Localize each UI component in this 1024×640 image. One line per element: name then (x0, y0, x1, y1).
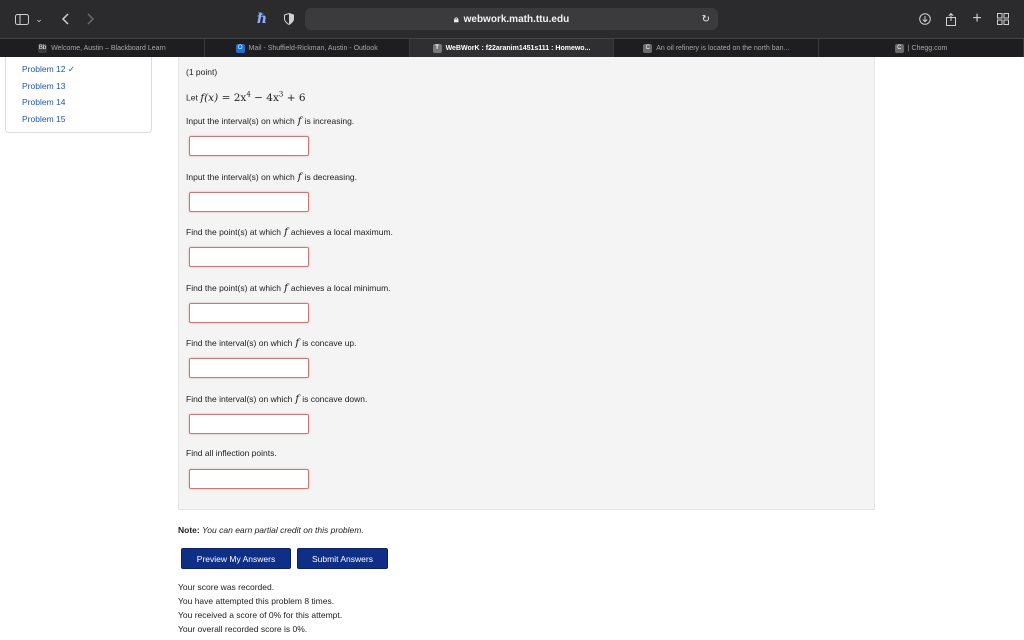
sidebar-problem-link[interactable]: Problem 14 (22, 97, 66, 107)
answer-input[interactable] (189, 469, 309, 489)
score-summary (178, 580, 342, 636)
function-symbol: f (295, 393, 300, 405)
func-term-3: 6 (298, 91, 306, 104)
function-symbol: f (297, 115, 302, 127)
function-symbol: f (297, 171, 302, 183)
extension-h-icon[interactable]: ℏ (256, 11, 268, 27)
tab-label: Mail - Shuffield-Rickman, Austin - Outlook (248, 44, 378, 52)
answer-input[interactable] (189, 414, 309, 434)
question-text (186, 171, 357, 183)
question-post: is increasing. (304, 116, 355, 126)
browser-toolbar (0, 0, 1024, 38)
question-text (186, 393, 367, 405)
question-post: is concave down. (302, 394, 368, 404)
tab-favicon-icon: C (643, 44, 652, 53)
browser-tab[interactable] (614, 39, 819, 57)
function-symbol: f (295, 337, 300, 349)
question-post: achieves a local maximum. (290, 227, 393, 237)
preview-answers-button[interactable]: Preview My Answers (181, 548, 291, 569)
tab-label: | Chegg.com (907, 44, 948, 52)
func-eq: = (221, 91, 231, 104)
tab-label: Welcome, Austin – Blackboard Learn (51, 44, 166, 52)
question-text (186, 115, 354, 127)
function-symbol: f (283, 282, 288, 294)
question-text (186, 448, 277, 458)
tab-favicon-icon: C (895, 44, 904, 53)
question-text (186, 282, 391, 294)
reload-icon[interactable]: ↻ (701, 13, 710, 25)
browser-tab[interactable] (0, 39, 205, 57)
share-icon[interactable] (944, 10, 958, 28)
answer-input[interactable] (189, 136, 309, 156)
func-op-1: − (254, 91, 263, 104)
let-text: Let (186, 92, 198, 103)
func-lhs: f(x) (200, 91, 219, 104)
score-line-attempt-score: You received a score of 0% for this attempt. (178, 610, 343, 620)
answer-input[interactable] (189, 247, 309, 267)
url-text: webwork.math.ttu.edu (463, 13, 570, 25)
tab-favicon-icon: T (433, 44, 442, 53)
function-expression (200, 92, 305, 104)
question-post: achieves a local minimum. (290, 283, 391, 293)
sidebar-problem-link[interactable]: Problem 12 ✓ (22, 64, 75, 74)
func-term-2: 4x (266, 91, 279, 104)
tab-overview-icon[interactable] (996, 10, 1010, 28)
question-pre: Find the point(s) at which (186, 227, 281, 237)
tab-bar (0, 38, 1024, 57)
question-pre: Input the interval(s) on which (186, 172, 295, 182)
problem-points: (1 point) (186, 67, 218, 77)
score-line-recorded: Your score was recorded. (178, 582, 275, 592)
answer-input[interactable] (189, 303, 309, 323)
question-text (186, 337, 357, 349)
download-icon[interactable] (918, 10, 932, 28)
tab-label: WeBWorK : f22aranim1451s111 : Homewo... (445, 44, 591, 52)
tab-favicon-icon: Bb (38, 44, 47, 51)
forward-icon[interactable] (84, 10, 98, 28)
func-term-1: 2x (233, 91, 247, 104)
address-bar[interactable] (305, 8, 718, 30)
problem-list (5, 57, 152, 133)
question-post: is concave up. (302, 338, 357, 348)
partial-credit-note (178, 525, 364, 535)
note-text: You can earn partial credit on this problem. (202, 525, 364, 535)
browser-tab[interactable] (819, 39, 1024, 57)
tab-label: An oil refinery is located on the north ban... (656, 44, 790, 52)
func-op-2: + (286, 91, 296, 104)
tab-favicon-icon: O (236, 44, 245, 53)
browser-tab[interactable] (410, 39, 615, 57)
chevron-down-icon[interactable]: ⌄ (35, 13, 43, 24)
score-line-overall: Your overall recorded score is 0%. (178, 624, 308, 634)
back-icon[interactable] (58, 10, 72, 28)
function-definition (186, 90, 306, 104)
func-exp-1: 4 (246, 90, 251, 98)
privacy-shield-icon[interactable] (282, 10, 296, 28)
submit-answers-button[interactable]: Submit Answers (297, 548, 388, 569)
question-text (186, 226, 393, 238)
sidebar-problem-link[interactable]: Problem 15 (22, 113, 66, 124)
answer-input[interactable] (189, 192, 309, 212)
note-label: Note: (178, 525, 200, 535)
score-line-attempts: You have attempted this problem 8 times. (178, 596, 335, 606)
function-symbol: f (283, 226, 288, 238)
func-exp-2: 3 (278, 90, 284, 98)
question-pre: Input the interval(s) on which (186, 116, 295, 126)
lock-icon: 🔒︎ (453, 13, 459, 24)
sidebar-toggle-icon[interactable] (14, 10, 30, 28)
sidebar-problem-link[interactable]: Problem 13 (22, 80, 66, 91)
question-pre: Find the interval(s) on which (186, 394, 293, 404)
new-tab-icon[interactable]: + (972, 10, 982, 27)
browser-tab[interactable] (205, 39, 410, 57)
question-pre: Find the interval(s) on which (186, 338, 293, 348)
answer-input[interactable] (189, 358, 309, 378)
problem-panel (178, 57, 875, 510)
question-pre: Find all inflection points. (186, 448, 277, 458)
question-pre: Find the point(s) at which (186, 283, 281, 293)
question-post: is decreasing. (304, 172, 358, 182)
